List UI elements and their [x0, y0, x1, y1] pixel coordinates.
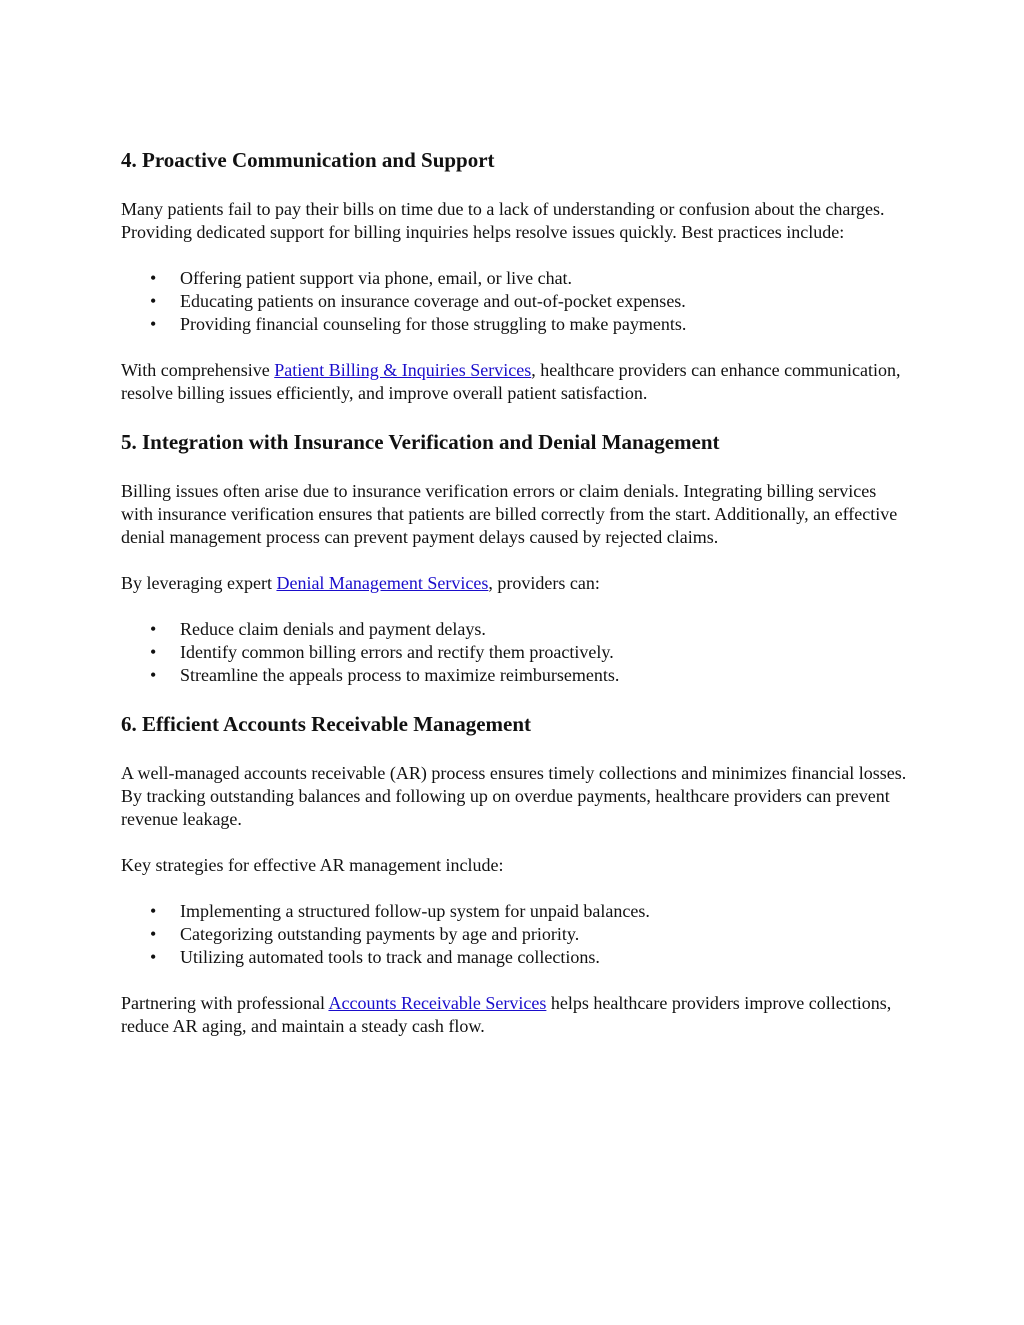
- list-item: • Categorizing outstanding payments by age and priority.: [150, 924, 580, 944]
- section-heading: 6. Efficient Accounts Receivable Management: [121, 712, 532, 736]
- bullet-list: [121, 900, 911, 969]
- section-lead: Key strategies for effective AR management include:: [121, 855, 504, 875]
- list-item: • Offering patient support via phone, email, or live chat.: [150, 268, 573, 288]
- patient-billing-link[interactable]: Patient Billing & Inquiries Services: [274, 360, 532, 380]
- list-item: • Implementing a structured follow-up system for unpaid balances.: [150, 901, 650, 921]
- bullet-icon: •: [150, 314, 157, 334]
- section-heading: 5. Integration with Insurance Verification and Denial Management: [121, 430, 720, 454]
- bullet-icon: •: [150, 291, 157, 311]
- bullet-icon: •: [150, 665, 157, 685]
- bullet-icon: •: [150, 947, 157, 967]
- section-insurance-verification: [121, 428, 911, 687]
- bullet-icon: •: [150, 619, 157, 639]
- bullet-icon: •: [150, 642, 157, 662]
- bullet-icon: •: [150, 924, 157, 944]
- section-closing: With comprehensive Patient Billing & Inquiries Services, healthcare providers can enhance communication, resolve billing issues efficiently, and improve overall patient satisfaction.: [121, 360, 901, 403]
- section-intro: A well-managed accounts receivable (AR) process ensures timely collections and minimizes financial losses. By tracking outstanding balances and following up on overdue payments, healthcare providers can prevent revenue leakage.: [121, 763, 907, 829]
- section-accounts-receivable: [121, 710, 911, 1038]
- bullet-list: [121, 618, 911, 687]
- list-item: • Educating patients on insurance coverage and out-of-pocket expenses.: [150, 291, 686, 311]
- section-heading: 4. Proactive Communication and Support: [121, 148, 495, 172]
- list-item: • Streamline the appeals process to maximize reimbursements.: [150, 665, 620, 685]
- list-item: • Providing financial counseling for those struggling to make payments.: [150, 314, 687, 334]
- list-item: • Identify common billing errors and rectify them proactively.: [150, 642, 614, 662]
- accounts-receivable-link[interactable]: Accounts Receivable Services: [328, 993, 547, 1013]
- section-intro: Billing issues often arise due to insurance verification errors or claim denials. Integrating billing services with insurance verification ensures that patients are billed correctly from the start. Additionally, an effective denial management process can prevent payment delays caused by rejected claims.: [121, 481, 898, 547]
- section-proactive-communication: [121, 146, 911, 405]
- bullet-list: [121, 267, 911, 336]
- document-page: [121, 146, 911, 1061]
- section-closing: Partnering with professional Accounts Receivable Services helps healthcare providers improve collections, reduce AR aging, and maintain a steady cash flow.: [121, 993, 892, 1036]
- bullet-icon: •: [150, 901, 157, 921]
- denial-management-link[interactable]: Denial Management Services: [276, 573, 489, 593]
- list-item: • Utilizing automated tools to track and manage collections.: [150, 947, 600, 967]
- list-item: • Reduce claim denials and payment delays.: [150, 619, 486, 639]
- bullet-icon: •: [150, 268, 157, 288]
- section-intro: Many patients fail to pay their bills on time due to a lack of understanding or confusion about the charges. Providing dedicated support for billing inquiries helps resolve issues quickly. Best practices include:: [121, 199, 885, 242]
- section-lead: By leveraging expert Denial Management Services, providers can:: [121, 573, 600, 593]
